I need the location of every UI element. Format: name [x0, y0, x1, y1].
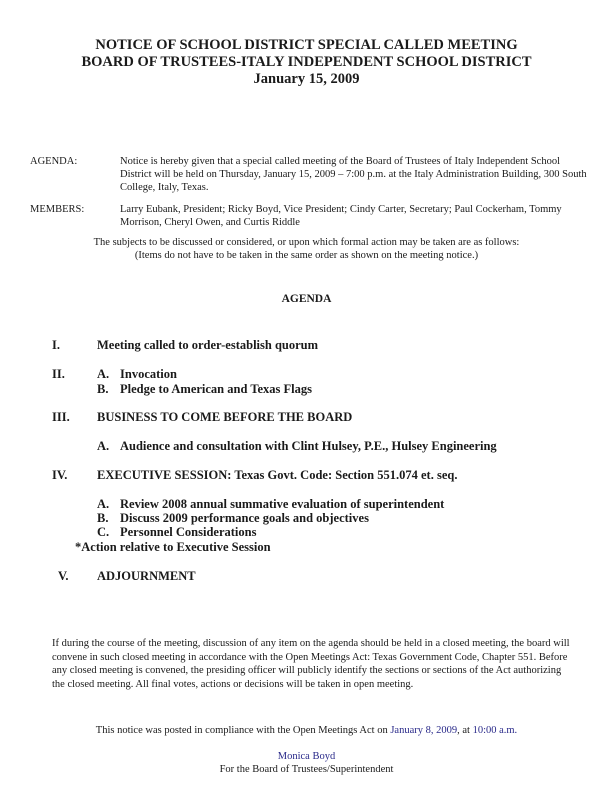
members-text: Larry Eubank, President; Ricky Boyd, Vice President; Cindy Carter, Secretary; Paul Cockerham, Tommy Morrison, Cheryl Owen, and Curtis Riddle: [120, 204, 562, 228]
posting-notice: This notice was posted in compliance with the Open Meetings Act on January 8, 2009, at 10:00 a.m.: [95, 725, 518, 736]
sub-item: B. Discuss 2009 performance goals and objectives: [97, 511, 369, 525]
members-label: MEMBERS:: [30, 204, 85, 215]
agenda-heading: AGENDA: [281, 293, 332, 305]
sub-item: A. Invocation: [97, 367, 177, 381]
sub-item: C. Personnel Considerations: [97, 525, 257, 539]
closed-meeting-paragraph: If during the course of the meeting, discussion of any item on the agenda should be held in a closed meeting, the board will convene in such closed meeting in accordance with the Open Meetings Act: Texas Government Code, Chapter 551. Before any closed meeting is convened, the presiding officer will publicly identify the sections or sections of the Act authorizing the closed meeting. All final votes, actions or decisions will be taken in open meeting.: [52, 638, 570, 690]
sub-item: A. Audience and consultation with Clint Hulsey, P.E., Hulsey Engineering: [97, 439, 497, 453]
item-number: IV.: [52, 468, 68, 482]
title-date: January 15, 2009: [253, 71, 360, 87]
subjects-line-1: The subjects to be discussed or considered, or upon which formal action may be taken are as follows:: [93, 237, 520, 248]
item-number: III.: [52, 410, 70, 424]
item-number: I.: [52, 338, 60, 352]
executive-session-note: *Action relative to Executive Session: [75, 540, 271, 554]
document-title: [0, 37, 613, 88]
item-text: EXECUTIVE SESSION: Texas Govt. Code: Section 551.074 et. seq.: [97, 468, 458, 482]
item-number: II.: [52, 367, 65, 381]
sub-item: A. Review 2008 annual summative evaluation of superintendent: [97, 497, 445, 511]
title-line-2: BOARD OF TRUSTEES-ITALY INDEPENDENT SCHOOL DISTRICT: [81, 54, 532, 70]
posting-time: 10:00 a.m.: [472, 725, 518, 736]
signature-title: For the Board of Trustees/Superintendent: [219, 764, 394, 775]
subjects-line-2: (Items do not have to be taken in the same order as shown on the meeting notice.): [134, 250, 479, 261]
item-text: Meeting called to order-establish quorum: [97, 338, 319, 352]
item-text: ADJOURNMENT: [97, 569, 196, 583]
agenda-label: AGENDA:: [30, 156, 78, 167]
posting-date: January 8, 2009: [390, 725, 458, 736]
item-number: V.: [58, 569, 69, 583]
title-line-1: NOTICE OF SCHOOL DISTRICT SPECIAL CALLED MEETING: [95, 37, 518, 53]
sub-item: B. Pledge to American and Texas Flags: [97, 382, 313, 396]
signature-name: Monica Boyd: [277, 751, 336, 762]
item-text: BUSINESS TO COME BEFORE THE BOARD: [97, 410, 353, 424]
agenda-notice-text: Notice is hereby given that a special called meeting of the Board of Trustees of Italy Independent School District will be held on Thursday, January 15, 2009 – 7:00 p.m. at the Italy Administration Building, 300 South College, Italy, Texas.: [120, 156, 587, 193]
